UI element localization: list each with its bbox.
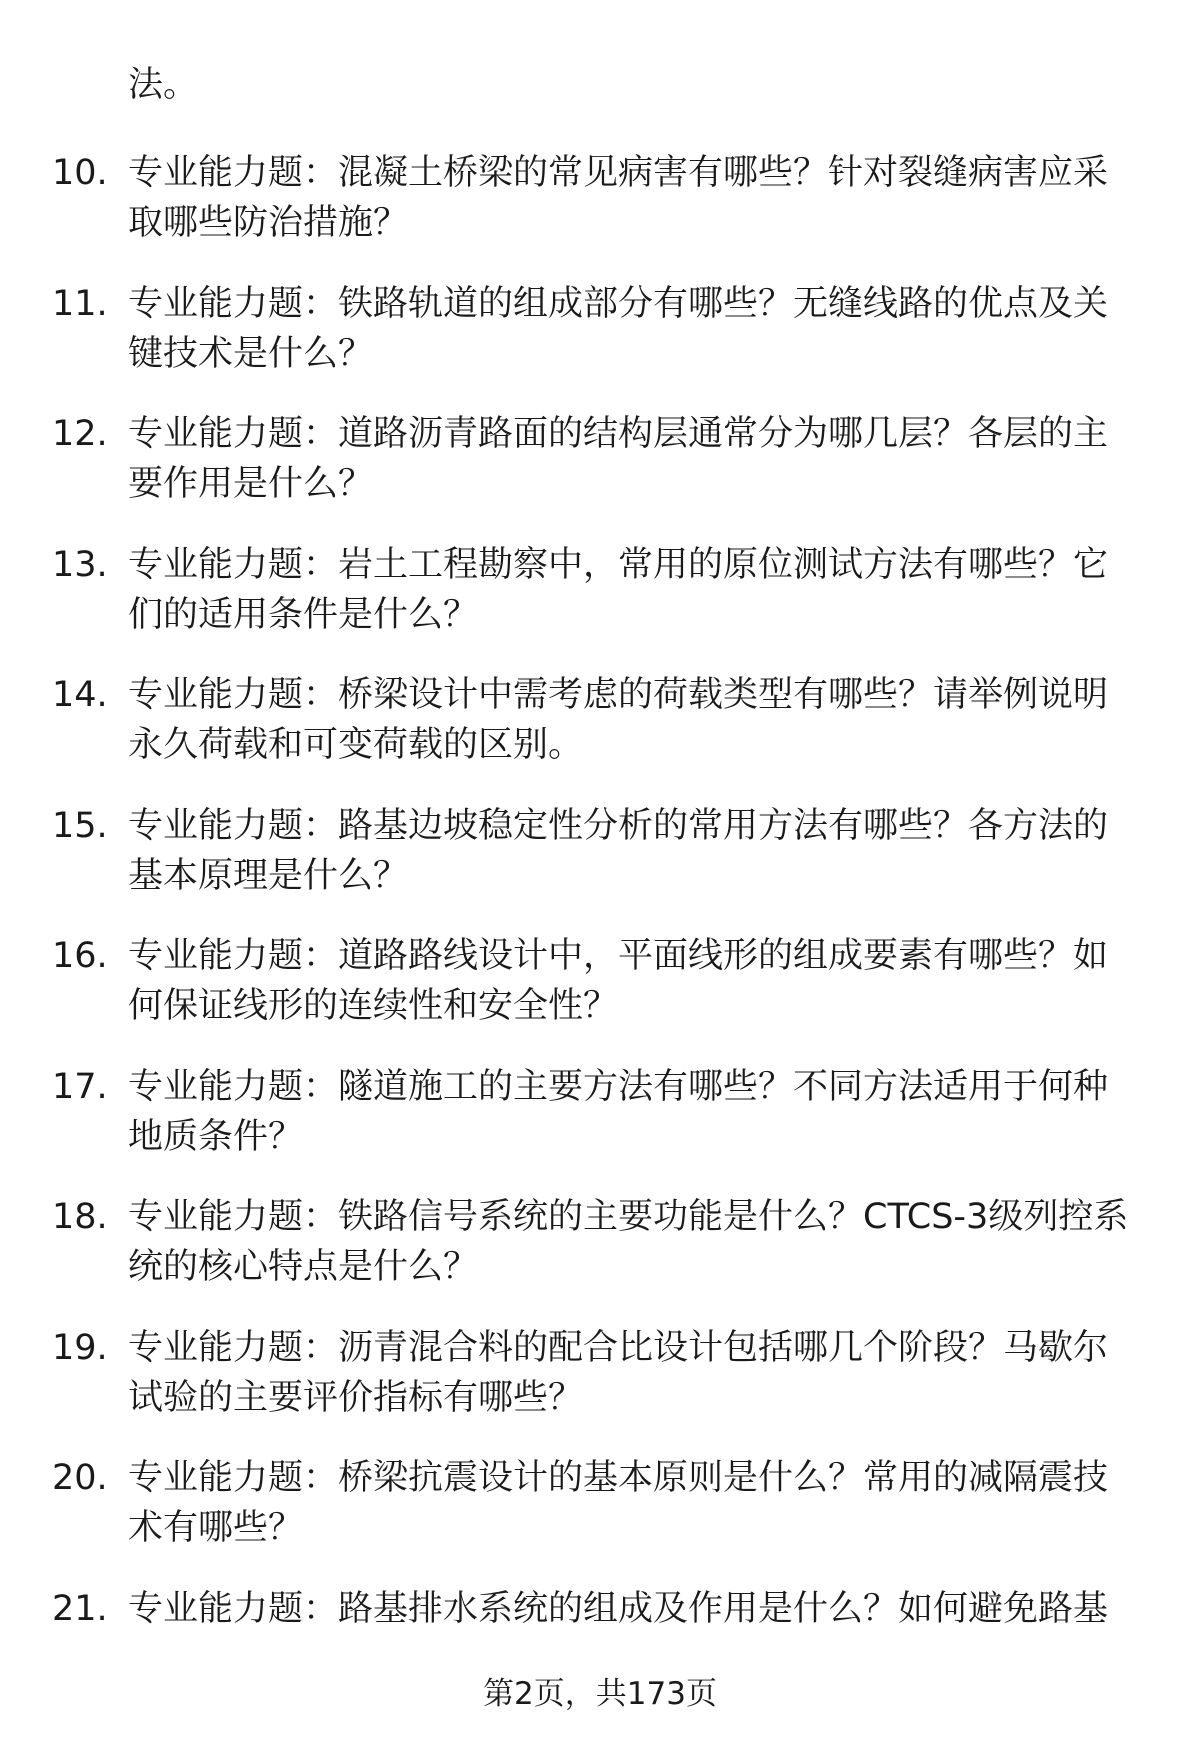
question-number: 19. bbox=[52, 1327, 108, 1368]
question-text-line: 术有哪些？ bbox=[128, 1508, 304, 1548]
question-item bbox=[0, 148, 1200, 279]
question-text-line: 们的适用条件是什么？ bbox=[128, 594, 479, 635]
question-text-line: 专业能力题：岩土工程勘察中，常用的原位测试方法有哪些？它 bbox=[128, 544, 1109, 585]
page-footer: 第2页，共173页 bbox=[483, 1676, 717, 1712]
question-item bbox=[0, 409, 1200, 540]
question-item bbox=[0, 1453, 1200, 1584]
question-text bbox=[128, 279, 1158, 379]
question-item bbox=[0, 1192, 1200, 1323]
question-text-line: 何保证线形的连续性和安全性？ bbox=[128, 986, 619, 1026]
carry-over-text: 法。 bbox=[128, 65, 199, 105]
question-item bbox=[0, 670, 1200, 801]
question-number: 16. bbox=[52, 936, 108, 976]
question-text bbox=[128, 1453, 1158, 1553]
question-text-line: 专业能力题：铁路轨道的组成部分有哪些？无缝线路的优点及关 bbox=[128, 283, 1109, 324]
question-text-line: 专业能力题：隧道施工的主要方法有哪些？不同方法适用于何种 bbox=[128, 1066, 1109, 1107]
question-item bbox=[0, 1323, 1200, 1454]
question-number: 17. bbox=[52, 1066, 108, 1107]
question-text-line: 专业能力题：桥梁抗震设计的基本原则是什么？常用的减隔震技 bbox=[128, 1458, 1109, 1498]
question-text bbox=[128, 409, 1158, 509]
question-text-line: 专业能力题：路基排水系统的组成及作用是什么？如何避免路基 bbox=[128, 1588, 1109, 1629]
question-text-line: 试验的主要评价指标有哪些？ bbox=[128, 1377, 584, 1418]
question-item bbox=[0, 801, 1200, 932]
question-number: 14. bbox=[52, 675, 108, 715]
question-text bbox=[128, 670, 1158, 770]
question-text-line: 专业能力题：道路沥青路面的结构层通常分为哪几层？各层的主 bbox=[128, 414, 1109, 454]
question-item bbox=[0, 931, 1200, 1062]
question-text-line: 基本原理是什么？ bbox=[128, 855, 409, 896]
question-text bbox=[128, 148, 1158, 248]
question-list bbox=[0, 148, 1200, 1714]
question-item bbox=[0, 1062, 1200, 1193]
question-item bbox=[0, 279, 1200, 410]
question-item bbox=[0, 540, 1200, 671]
question-text-line: 专业能力题：路基边坡稳定性分析的常用方法有哪些？各方法的 bbox=[128, 805, 1109, 846]
question-text-line: 要作用是什么？ bbox=[128, 464, 374, 504]
question-text-line: 专业能力题：道路路线设计中，平面线形的组成要素有哪些？如 bbox=[128, 936, 1109, 976]
question-text-line: 永久荷载和可变荷载的区别。 bbox=[128, 725, 584, 765]
question-text bbox=[128, 931, 1158, 1031]
question-number: 10. bbox=[52, 153, 108, 193]
question-text bbox=[128, 1062, 1158, 1162]
question-number: 13. bbox=[52, 544, 108, 585]
question-text-line: 专业能力题：桥梁设计中需考虑的荷载类型有哪些？请举例说明 bbox=[128, 675, 1109, 715]
question-number: 20. bbox=[52, 1458, 108, 1498]
question-text-line: 专业能力题：沥青混合料的配合比设计包括哪几个阶段？马歇尔 bbox=[128, 1327, 1109, 1368]
question-text bbox=[128, 1192, 1158, 1292]
question-text bbox=[128, 1323, 1158, 1423]
question-text bbox=[128, 540, 1158, 640]
question-number: 11. bbox=[52, 283, 108, 324]
question-number: 12. bbox=[52, 414, 108, 454]
question-text bbox=[128, 801, 1158, 901]
question-text-line: 统的核心特点是什么？ bbox=[128, 1247, 479, 1287]
question-text-line: 专业能力题：混凝土桥梁的常见病害有哪些？针对裂缝病害应采 bbox=[128, 153, 1109, 193]
question-text-line: 专业能力题：铁路信号系统的主要功能是什么？CTCS-3级列控系 bbox=[128, 1197, 1129, 1237]
question-text bbox=[128, 1584, 1158, 1634]
question-number: 21. bbox=[52, 1588, 108, 1629]
question-text-line: 取哪些防治措施？ bbox=[128, 203, 409, 243]
question-number: 15. bbox=[52, 805, 108, 846]
question-text-line: 键技术是什么？ bbox=[128, 333, 374, 374]
question-text-line: 地质条件？ bbox=[128, 1116, 304, 1157]
question-number: 18. bbox=[52, 1197, 108, 1237]
